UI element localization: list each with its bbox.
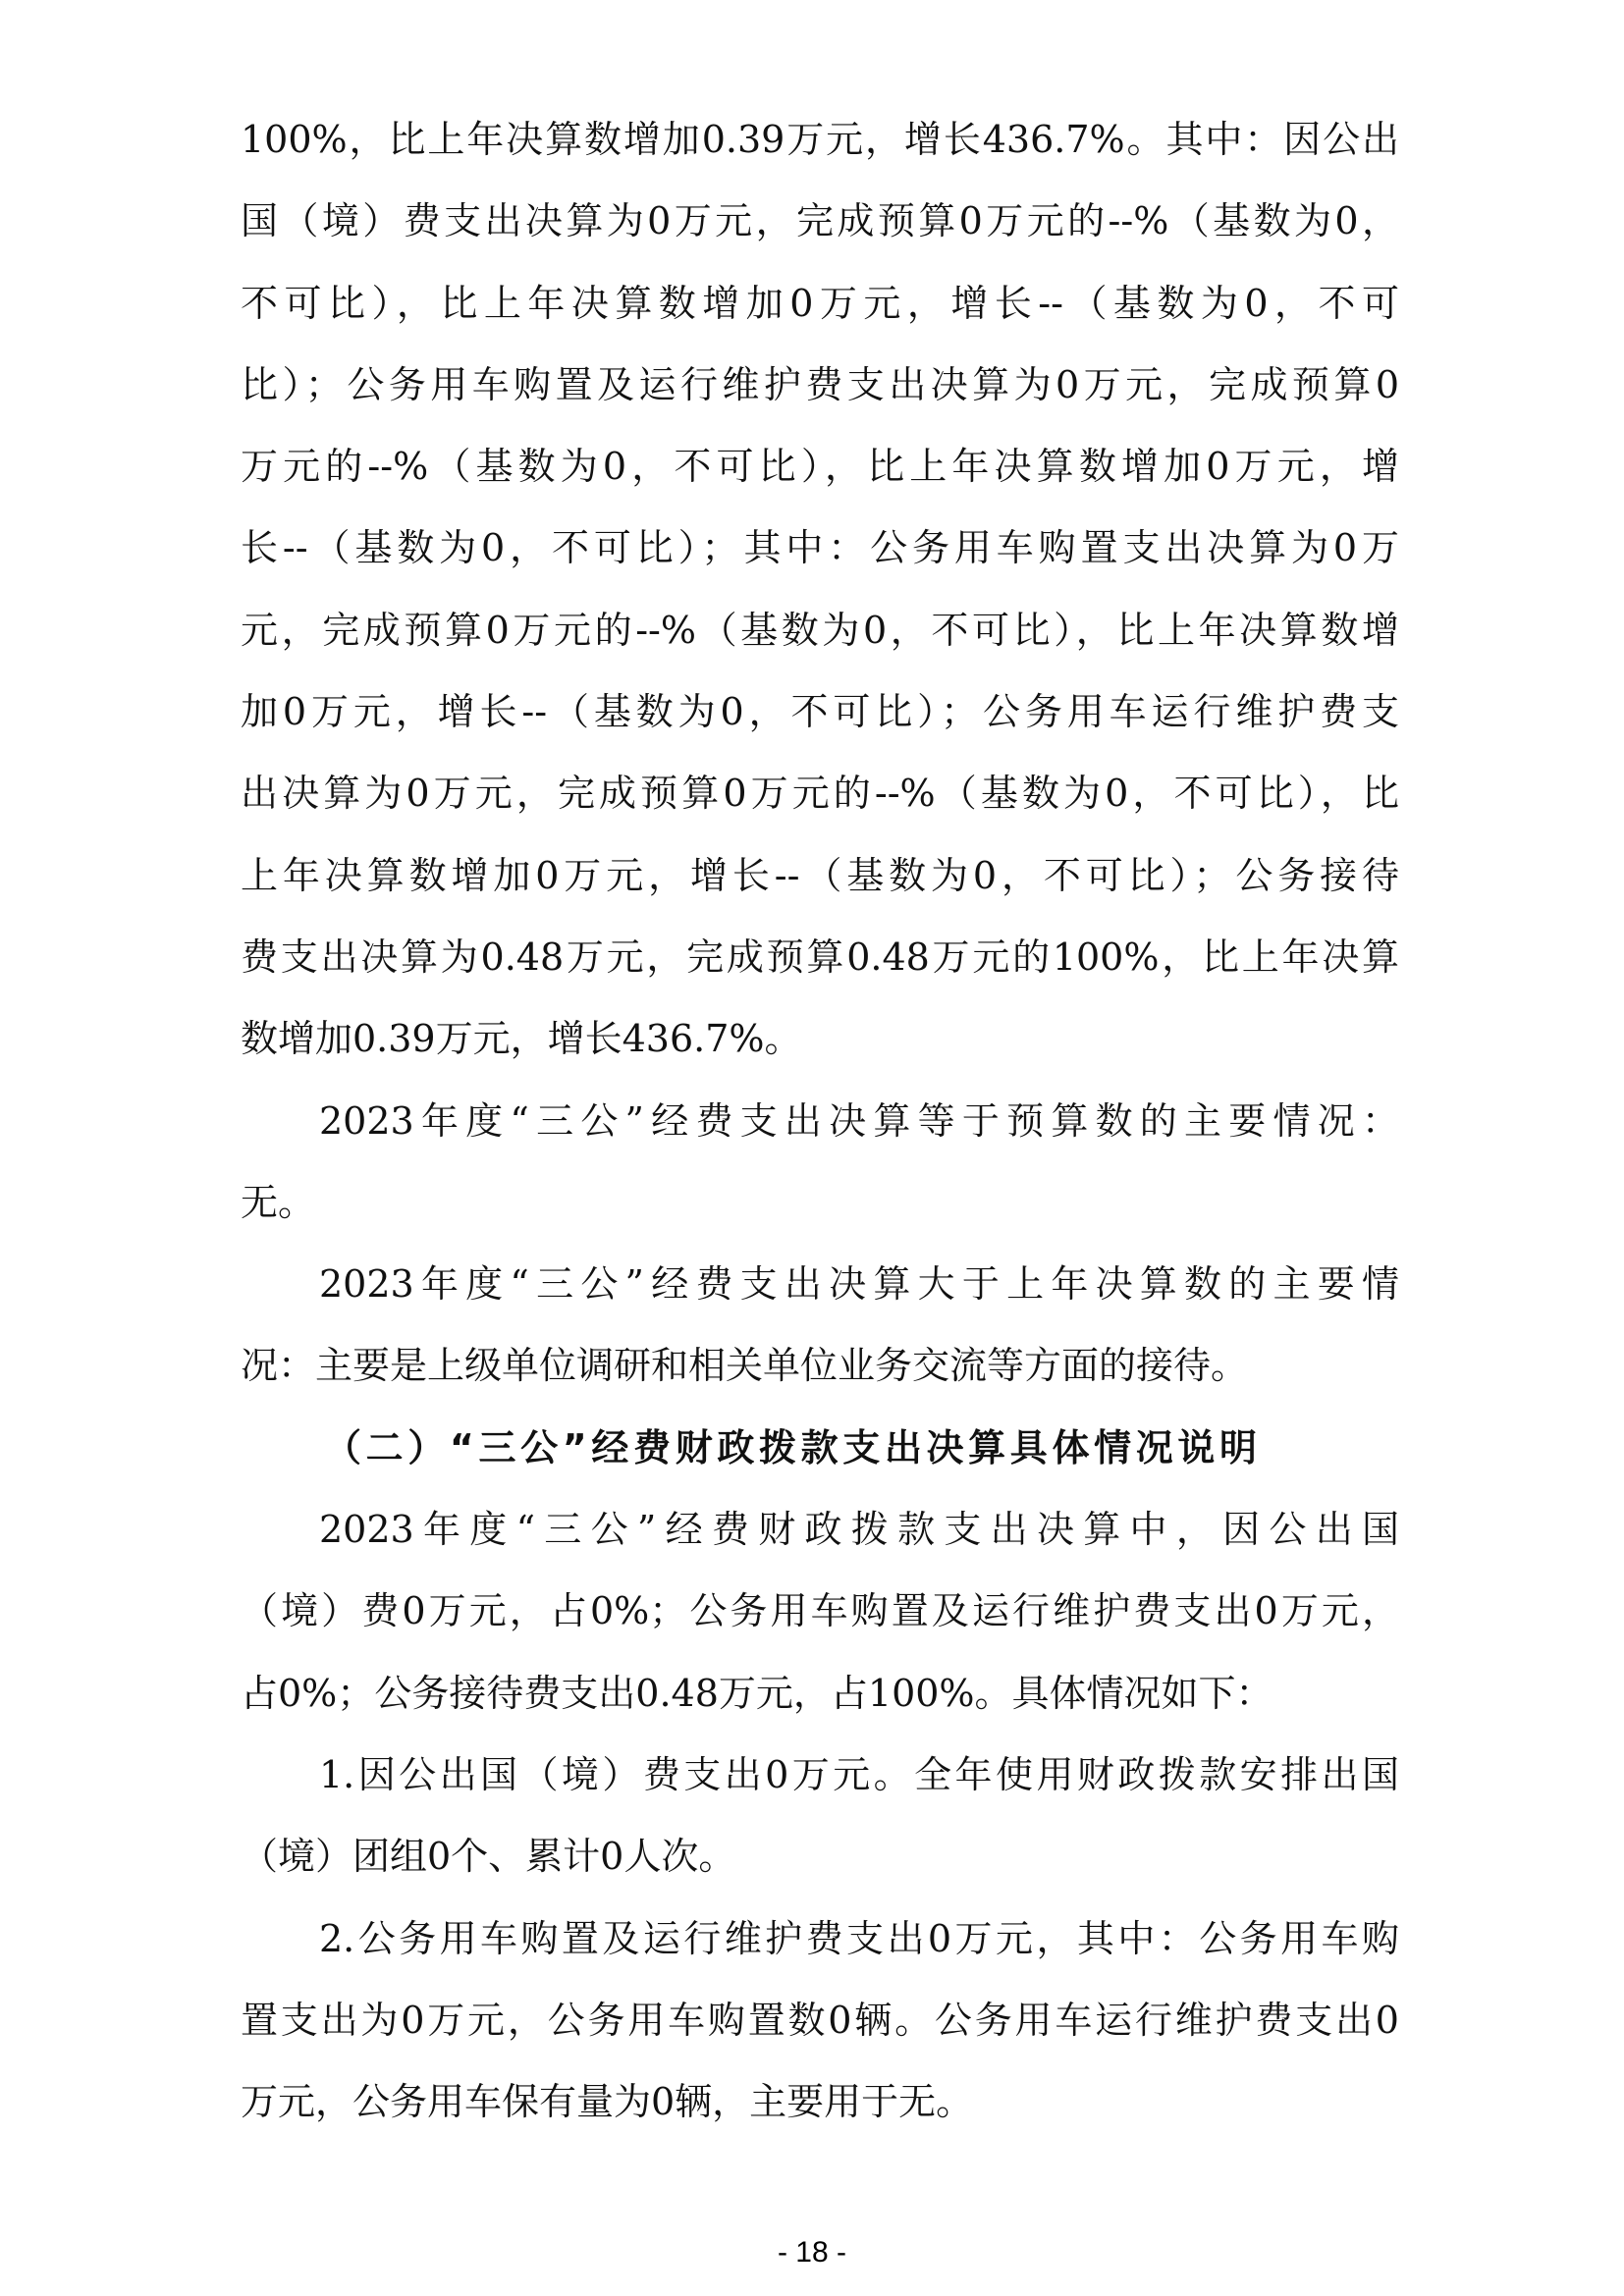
text-line: 100%，比上年决算数增加0.39万元，增长436.7%。其中：因公出 (241, 118, 1399, 161)
text-line: （境）团组0个、累计0人次。 (241, 1835, 736, 1879)
document-body (241, 99, 1399, 2143)
text-line: 1.因公出国（境）费支出0万元。全年使用财政拨款安排出国 (319, 1752, 1399, 1796)
text-line: 2023年度“三公”经费支出决算等于预算数的主要情况： (319, 1098, 1399, 1143)
text-line: 加0万元，增长--（基数为0，不可比）；公务用车运行维护费支 (241, 690, 1399, 734)
text-line: 数增加0.39万元，增长436.7%。 (241, 1017, 802, 1061)
text-line: 况：主要是上级单位调研和相关单位业务交流等方面的接待。 (241, 1344, 1249, 1388)
text-line: 不可比），比上年决算数增加0万元，增长--（基数为0，不可 (241, 281, 1399, 325)
text-line: 长--（基数为0，不可比）；其中：公务用车购置支出决算为0万 (241, 526, 1399, 570)
text-line: 国（境）费支出决算为0万元，完成预算0万元的--%（基数为0， (241, 199, 1399, 243)
text-line: 无。 (241, 1180, 316, 1224)
text-line: 2023年度“三公”经费支出决算大于上年决算数的主要情 (319, 1262, 1399, 1307)
paragraph-item-2 (241, 1898, 1399, 2144)
section-heading (241, 1408, 1399, 1489)
text-line: 费支出决算为0.48万元，完成预算0.48万元的100%，比上年决算 (241, 934, 1399, 979)
text-line: 2.公务用车购置及运行维护费支出0万元，其中：公务用车购 (319, 1916, 1399, 1960)
paragraph-equal-to-budget (241, 1081, 1399, 1245)
text-line: 出决算为0万元，完成预算0万元的--%（基数为0，不可比），比 (241, 772, 1399, 816)
text-line: （境）费0万元，占0%；公务用车购置及运行维护费支出0万元， (241, 1589, 1399, 1633)
paragraph-greater-than-last-year (241, 1244, 1399, 1408)
text-line: 万元，公务用车保有量为0辆，主要用于无。 (241, 2080, 974, 2124)
page-number: - 18 - (777, 2236, 847, 2269)
text-line: 元，完成预算0万元的--%（基数为0，不可比），比上年决算数增 (241, 608, 1399, 652)
paragraph-item-1 (241, 1735, 1399, 1898)
text-line: 占0%；公务接待费支出0.48万元，占100%。具体情况如下： (241, 1671, 1273, 1715)
text-line: 2023年度“三公”经费财政拨款支出决算中，因公出国 (319, 1508, 1399, 1552)
text-line: 上年决算数增加0万元，增长--（基数为0，不可比）；公务接待 (241, 853, 1399, 897)
paragraph-fiscal-summary (241, 1489, 1399, 1735)
text-line: 万元的--%（基数为0，不可比），比上年决算数增加0万元，增 (241, 445, 1399, 489)
paragraph-continuation (241, 99, 1399, 1081)
text-line: 置支出为0万元，公务用车购置数0辆。公务用车运行维护费支出0 (241, 1998, 1399, 2042)
text-line: 比）；公务用车购置及运行维护费支出决算为0万元，完成预算0 (241, 362, 1399, 406)
section-heading-text: （二）“三公”经费财政拨款支出决算具体情况说明 (324, 1425, 1257, 1469)
